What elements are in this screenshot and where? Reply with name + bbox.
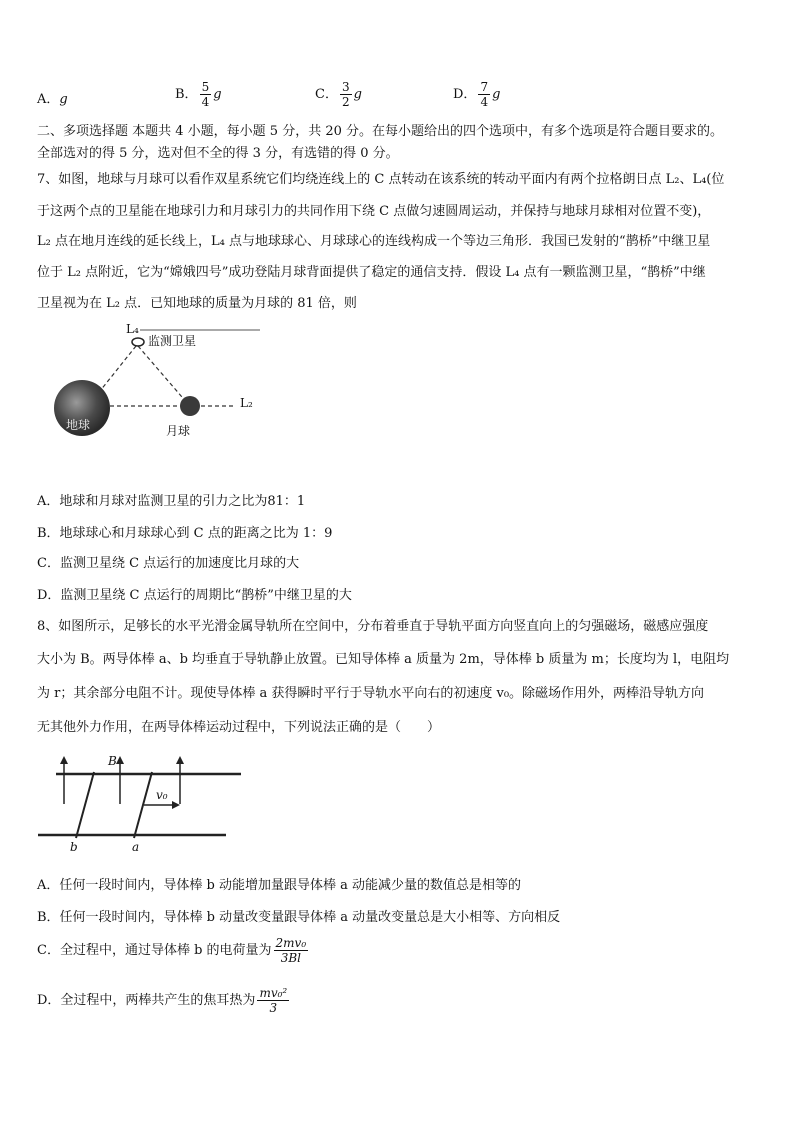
denominator: 3 xyxy=(269,1001,278,1015)
fig-label-rod-a: a xyxy=(132,840,140,854)
fig-label-satellite: 监测卫星 xyxy=(148,334,197,348)
q7-figure xyxy=(40,318,270,468)
q8-option-d-text: D．全过程中，两棒共产生的焦耳热为 xyxy=(37,993,256,1008)
section-2-instructions-line-2: 全部选对的得 5 分，选对但不全的得 3 分，有选错的得 0 分。 xyxy=(37,146,399,161)
denominator: 4 xyxy=(201,95,210,109)
denominator: 3Bl xyxy=(280,951,301,965)
field-arrowhead-2 xyxy=(116,756,124,764)
monitoring-satellite-icon xyxy=(132,338,144,346)
q7-stem-line-2: 于这两个点的卫星能在地球引力和月球引力的共同作用下绕 C 点做匀速圆周运动，并保持与地球月球相对位置不变)， xyxy=(37,204,711,219)
fig-label-earth: 地球 xyxy=(66,418,91,432)
moon-icon xyxy=(180,396,200,416)
q8-option-c-text: C．全过程中，通过导体棒 b 的电荷量为 xyxy=(37,943,272,958)
option-label: B． xyxy=(175,87,198,102)
unit: g xyxy=(213,87,222,102)
q7-stem-line-1: 7、如图，地球与月球可以看作双星系统它们均绕连线上的 C 点转动在该系统的转动平面内有两个拉格朗日点 L₂、L₄(位 xyxy=(37,172,725,187)
q8-option-d xyxy=(37,986,291,1015)
numerator: 7 xyxy=(480,80,489,94)
denominator: 2 xyxy=(341,95,350,109)
fig-label-l4: L₄ xyxy=(126,322,139,336)
q6-option-c xyxy=(315,80,362,109)
option-label: C． xyxy=(315,87,338,102)
velocity-arrowhead xyxy=(172,801,180,809)
moon-l4-link xyxy=(138,346,188,404)
q7-stem-line-4: 位于 L₂ 点附近，它为“嫦娥四号”成功登陆月球背面提供了稳定的通信支持．假设 L₄ 点有一颗监测卫星，“鹊桥”中继 xyxy=(37,265,706,280)
q8-stem-line-1: 8、如图所示，足够长的水平光滑金属导轨所在空间中，分布着垂直于导轨平面方向竖直向上的匀强磁场，磁感应强度 xyxy=(37,619,709,634)
q7-option-a: A．地球和月球对监测卫星的引力之比为81：1 xyxy=(37,494,306,509)
field-arrowhead-1 xyxy=(60,756,68,764)
q7-stem-line-3: L₂ 点在地月连线的延长线上，L₄ 点与地球球心、月球球心的连线构成一个等边三角形．我国已发射的“鹊桥”中继卫星 xyxy=(37,234,711,249)
numerator: 5 xyxy=(201,80,210,94)
q7-option-d: D．监测卫星绕 C 点运行的周期比“鹊桥”中继卫星的大 xyxy=(37,588,352,603)
field-arrowhead-3 xyxy=(176,756,184,764)
fraction xyxy=(274,936,309,965)
q6-option-d xyxy=(453,80,500,109)
section-2-instructions-line-1: 二、多项选择题 本题共 4 小题，每小题 5 分，共 20 分。在每小题给出的四个选项中，有多个选项是符合题目要求的。 xyxy=(37,124,724,139)
fraction xyxy=(200,80,212,109)
fig-label-moon: 月球 xyxy=(166,424,191,438)
unit: g xyxy=(353,87,362,102)
q7-option-b: B．地球球心和月球球心到 C 点的距离之比为 1：9 xyxy=(37,526,333,541)
fig-label-l2: L₂ xyxy=(240,396,253,410)
q7-option-c: C．监测卫星绕 C 点运行的加速度比月球的大 xyxy=(37,556,300,571)
fig-label-rod-b: b xyxy=(70,840,78,854)
q8-stem-line-3: 为 r；其余部分电阻不计。现使导体棒 a 获得瞬时平行于导轨水平向右的初速度 v₀。除磁场作用外，两棒沿导轨方向 xyxy=(37,686,705,701)
fig-label-b-field: B xyxy=(108,754,117,768)
q6-option-a xyxy=(37,88,68,107)
fraction xyxy=(257,986,289,1015)
option-label: A． xyxy=(37,92,60,107)
q8-stem-line-2: 大小为 B。两导体棒 a、b 均垂直于导轨静止放置。已知导体棒 a 质量为 2m，导体棒 b 质量为 m；长度均为 l，电阻均 xyxy=(37,652,730,667)
rod-b xyxy=(76,772,94,838)
q8-option-a: A．任何一段时间内，导体棒 b 动能增加量跟导体棒 a 动能减少量的数值总是相等的 xyxy=(37,878,521,893)
numerator: mv₀² xyxy=(259,986,288,1000)
q8-stem-line-4: 无其他外力作用，在两导体棒运动过程中，下列说法正确的是（ ） xyxy=(37,720,441,735)
option-value: g xyxy=(59,92,68,107)
unit: g xyxy=(492,87,501,102)
numerator: 3 xyxy=(341,80,350,94)
denominator: 4 xyxy=(480,95,489,109)
q6-option-b xyxy=(175,80,222,109)
fraction xyxy=(478,80,490,109)
q8-figure xyxy=(36,742,246,854)
fig-label-v0: v₀ xyxy=(156,788,168,802)
q8-option-c xyxy=(37,936,310,965)
option-label: D． xyxy=(453,87,477,102)
q8-option-b: B．任何一段时间内，导体棒 b 动量改变量跟导体棒 a 动量改变量总是大小相等、方向相反 xyxy=(37,910,561,925)
q7-stem-line-5: 卫星视为在 L₂ 点．已知地球的质量为月球的 81 倍，则 xyxy=(37,296,357,311)
numerator: 2mv₀ xyxy=(275,936,307,950)
fraction xyxy=(340,80,352,109)
rails-diagram xyxy=(36,742,246,854)
